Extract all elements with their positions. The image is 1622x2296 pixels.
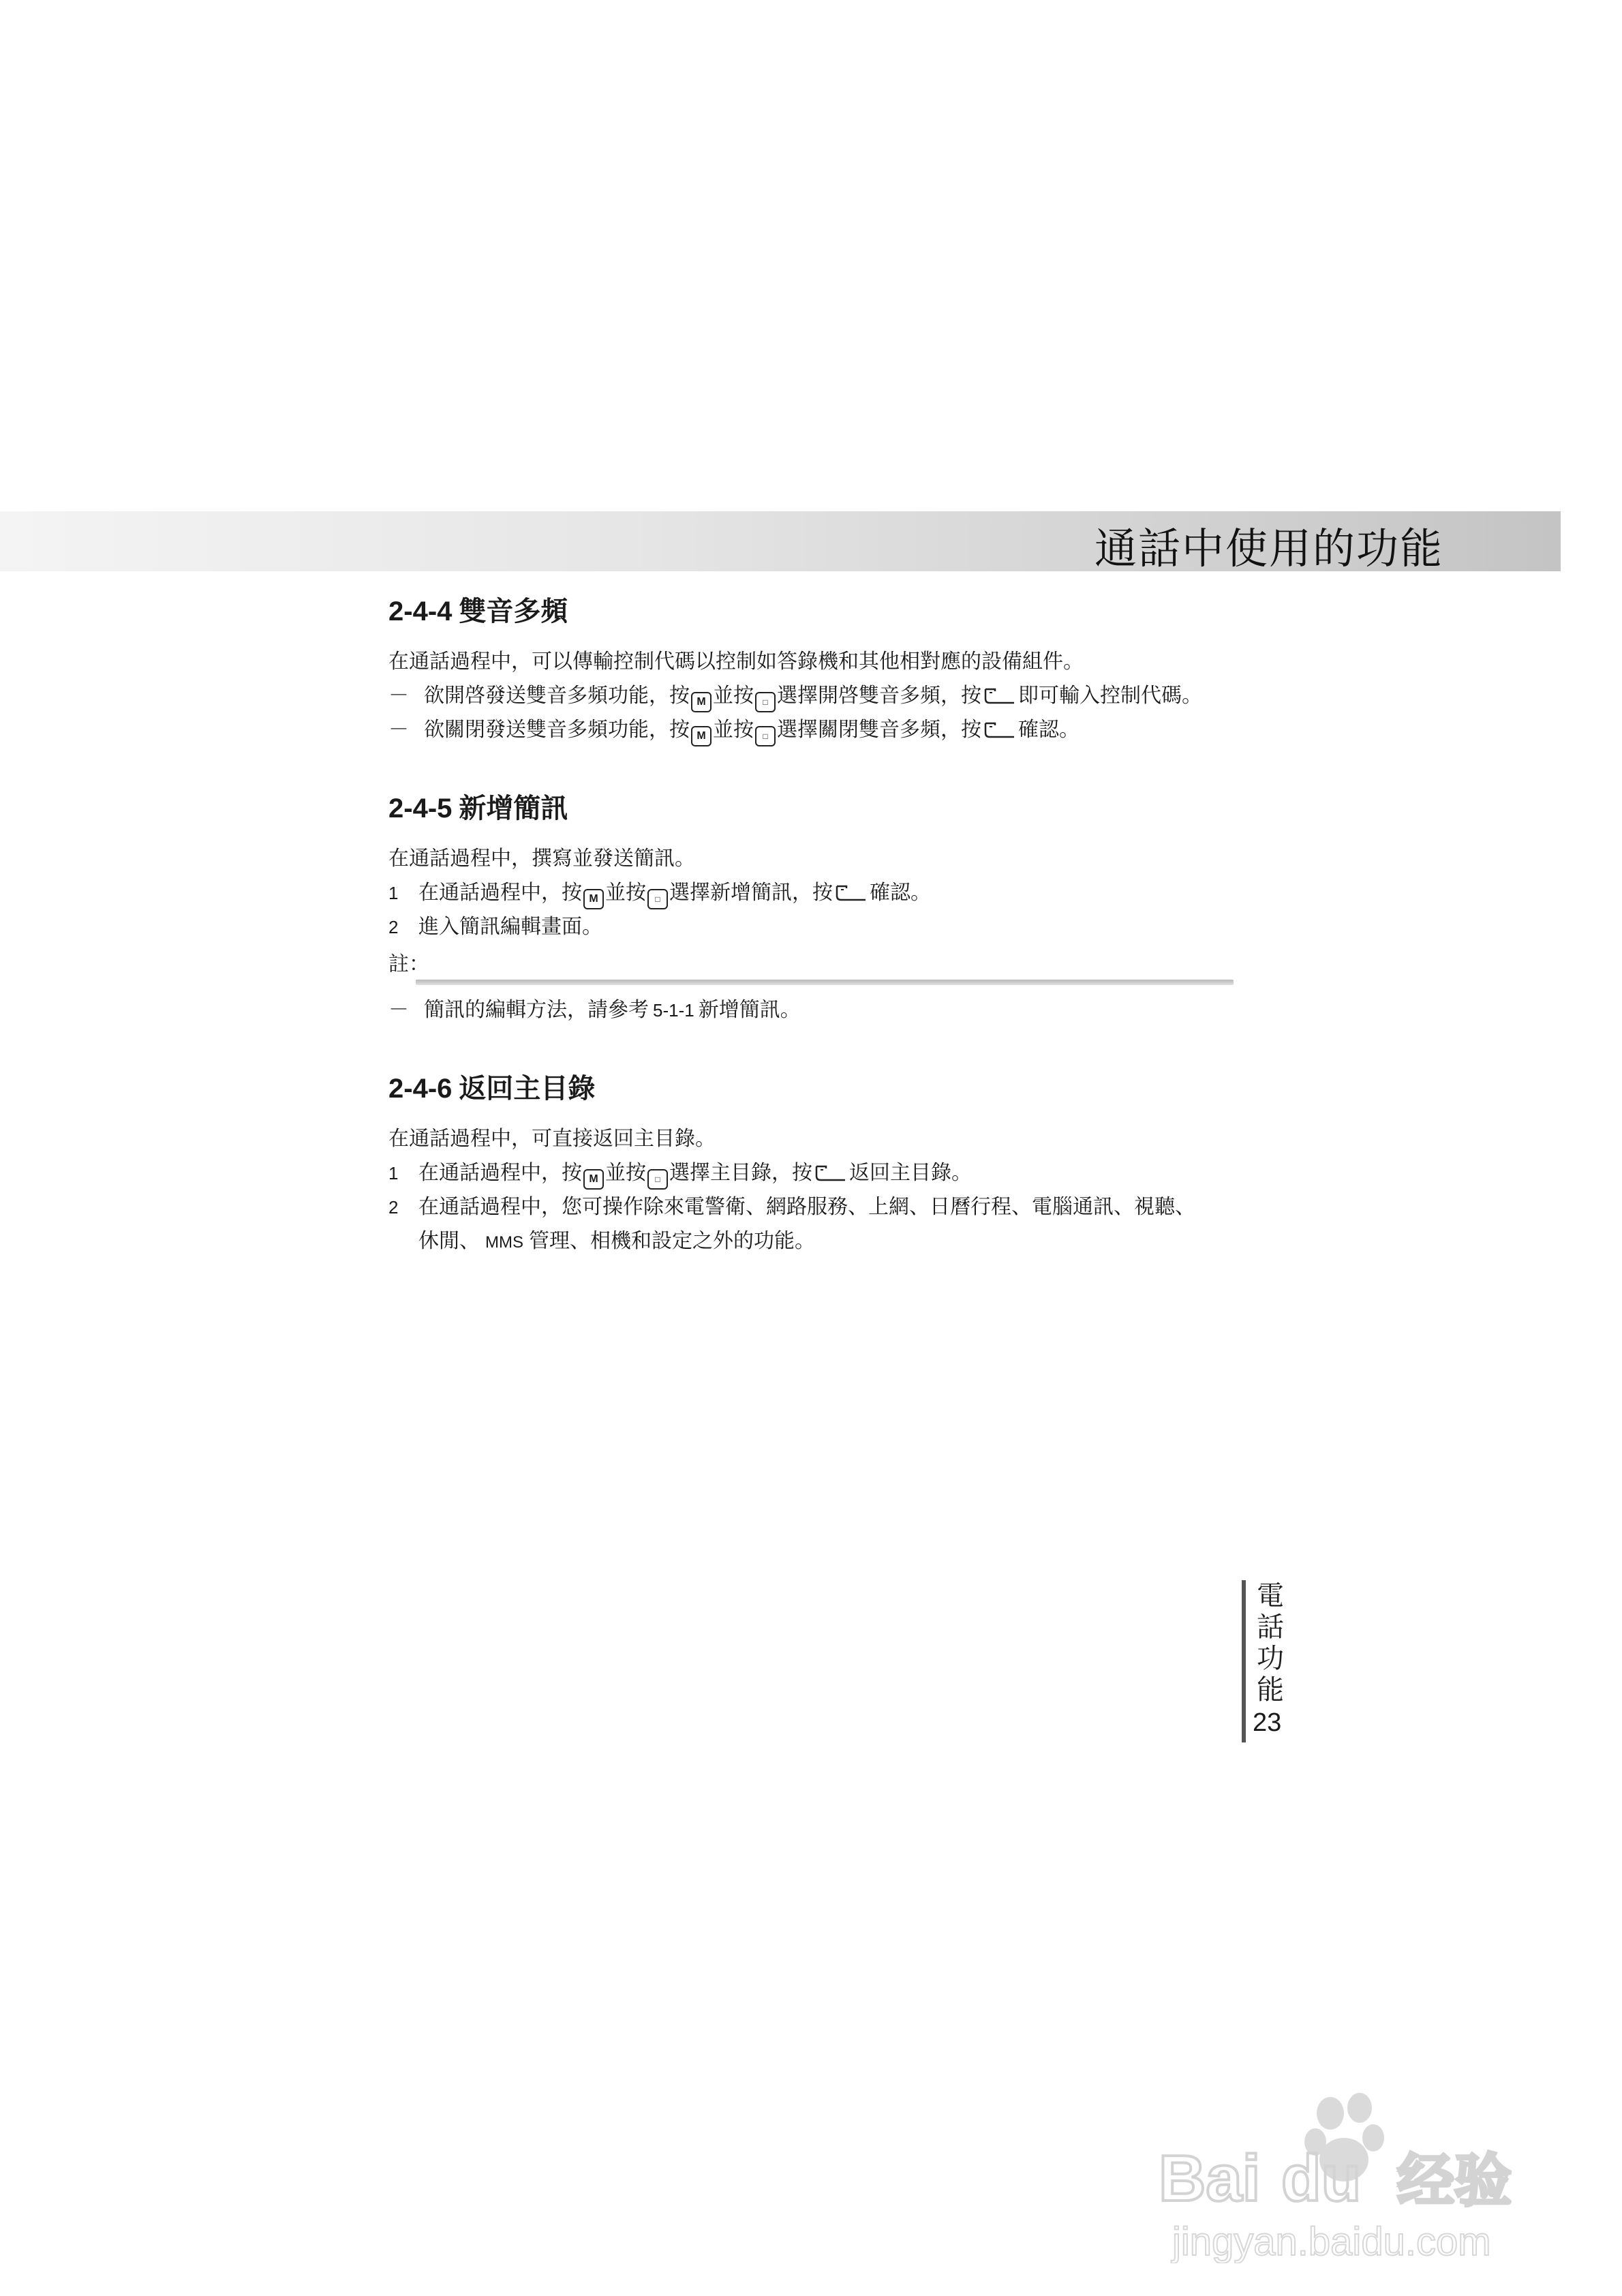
ok-key-icon: □ (755, 692, 776, 712)
watermark-brand-cn: 经验 (1397, 2147, 1512, 2214)
section-dtmf (388, 590, 1234, 747)
watermark-brand-b: du (1281, 2142, 1362, 2215)
section-intro: 在通話過程中，可直接返回主目錄。 (388, 1127, 716, 1151)
ok-key-icon: □ (647, 1169, 668, 1190)
section-title: 2-4-6 返回主目錄 (388, 1072, 596, 1104)
section-intro: 在通話過程中，可以傳輸控制代碼以控制如答錄機和其他相對應的設備組件。 (388, 650, 1084, 674)
watermark-brand-a: Bai (1159, 2142, 1261, 2215)
page-title: 通話中使用的功能 (1094, 524, 1443, 573)
list-item: 1 在通話過程中，按 M 並按 □ 選擇新增簡訊，按 確認。 (388, 876, 1234, 910)
side-tab (1242, 1580, 1303, 1742)
section-main-menu (388, 1067, 1234, 1260)
menu-key-icon: M (583, 889, 604, 909)
menu-key-icon: M (691, 726, 711, 746)
send-key-icon (835, 884, 868, 902)
section-intro: 在通話過程中，撰寫並發送簡訊。 (388, 847, 695, 871)
section-title: 2-4-4 雙音多頻 (388, 595, 568, 627)
list-item: － 欲關閉發送雙音多頻功能，按 M 並按 □ 選擇關閉雙音多頻，按 確認。 (388, 713, 1234, 747)
section-new-sms (388, 787, 1234, 1027)
ok-key-icon: □ (647, 889, 668, 909)
menu-key-icon: M (583, 1169, 604, 1190)
note-item: － 簡訊的編輯方法，請參考 5-1-1 新增簡訊。 (388, 998, 801, 1022)
menu-key-icon: M (691, 692, 711, 712)
watermark-url: jingyan.baidu.com (1172, 2220, 1491, 2263)
list-item: 2 在通話過程中，您可操作除來電警衛、網路服務、上網、日曆行程、電腦通訊、視聽、 休閒、 MMS 管理、相機和設定之外的功能。 (388, 1195, 1195, 1253)
note-divider (416, 980, 1234, 985)
side-tab-bar (1242, 1580, 1246, 1742)
baidu-paw-icon (1152, 2079, 1561, 2263)
side-tab-label: 電話功能 (1257, 1580, 1284, 1706)
watermark (1152, 2079, 1561, 2263)
send-key-icon (814, 1164, 847, 1182)
send-key-icon (983, 721, 1016, 739)
list-item: － 欲開啓發送雙音多頻功能，按 M 並按 □ 選擇開啓雙音多頻，按 即可輸入控制代碼。 (388, 679, 1234, 713)
page-number: 23 (1253, 1708, 1282, 1737)
note-label: 註： (388, 952, 429, 976)
ok-key-icon: □ (755, 726, 776, 746)
send-key-icon (983, 687, 1016, 705)
content (388, 590, 1234, 1299)
list-item: 2 進入簡訊編輯畫面。 (388, 915, 602, 939)
section-title: 2-4-5 新增簡訊 (388, 792, 568, 824)
list-item: 1 在通話過程中，按 M 並按 □ 選擇主目錄，按 返回主目錄。 (388, 1156, 1234, 1190)
